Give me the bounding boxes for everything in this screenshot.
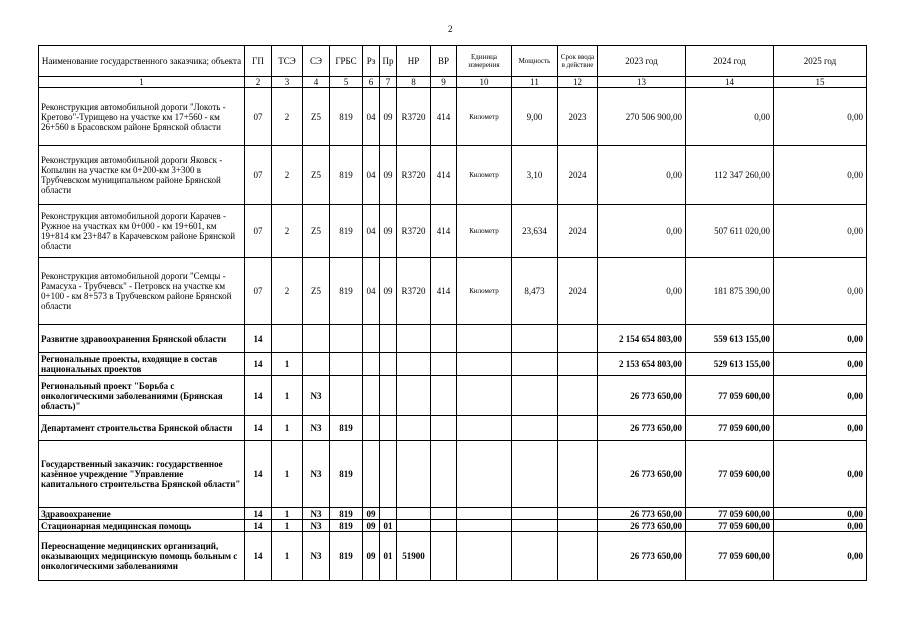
index-cell: 1: [39, 77, 245, 88]
cell-power: [512, 441, 558, 508]
cell-name: Переоснащение медицинских организаций, оказывающих медицинскую помощь больным с онкологическими заболеваниями: [39, 532, 245, 581]
cell-grbs: 819: [330, 146, 363, 205]
cell-pr: [380, 508, 397, 520]
page-number: 2: [448, 24, 453, 34]
cell-unit: Километр: [457, 88, 512, 146]
cell-tse: 2: [272, 88, 303, 146]
cell-nr: [397, 508, 431, 520]
cell-rz: [363, 441, 380, 508]
cell-vr: [431, 441, 457, 508]
cell-pr: 09: [380, 205, 397, 258]
cell-se: N3: [303, 416, 330, 441]
header-cell: СЭ: [303, 46, 330, 77]
cell-y2023: 2 153 654 803,00: [598, 353, 686, 376]
header-cell: 2023 год: [598, 46, 686, 77]
cell-grbs: [330, 353, 363, 376]
header-cell: ВР: [431, 46, 457, 77]
cell-unit: [457, 416, 512, 441]
header-cell: Срок ввода в действие: [558, 46, 598, 77]
budget-table: [38, 45, 867, 581]
cell-power: 9,00: [512, 88, 558, 146]
index-cell: 7: [380, 77, 397, 88]
cell-y2025: 0,00: [774, 376, 867, 416]
cell-vr: [431, 353, 457, 376]
cell-y2024: 77 059 600,00: [686, 508, 774, 520]
cell-gp: 14: [245, 376, 272, 416]
cell-name: Реконструкция автомобильной дороги Яковск - Копылин на участке км 0+200-км 3+300 в Трубчевском муниципальном районе Брянской области: [39, 146, 245, 205]
cell-se: Z5: [303, 205, 330, 258]
table-row: [39, 441, 867, 508]
cell-power: [512, 376, 558, 416]
cell-term: [558, 325, 598, 353]
cell-y2025: 0,00: [774, 416, 867, 441]
table-row: [39, 353, 867, 376]
cell-nr: [397, 416, 431, 441]
cell-name: Государственный заказчик: государственное казённое учреждение "Управление капитального строительства Брянской области": [39, 441, 245, 508]
cell-name: Региональные проекты, входящие в состав национальных проектов: [39, 353, 245, 376]
cell-y2023: 26 773 650,00: [598, 441, 686, 508]
cell-vr: 414: [431, 88, 457, 146]
cell-y2023: 26 773 650,00: [598, 532, 686, 581]
cell-y2024: 529 613 155,00: [686, 353, 774, 376]
cell-y2023: 270 506 900,00: [598, 88, 686, 146]
cell-term: 2024: [558, 205, 598, 258]
index-cell: 5: [330, 77, 363, 88]
cell-unit: Километр: [457, 205, 512, 258]
cell-y2025: 0,00: [774, 353, 867, 376]
index-cell: 3: [272, 77, 303, 88]
cell-vr: 414: [431, 205, 457, 258]
cell-y2023: 26 773 650,00: [598, 416, 686, 441]
cell-y2025: 0,00: [774, 441, 867, 508]
table-row: [39, 532, 867, 581]
cell-pr: 01: [380, 532, 397, 581]
cell-y2024: 507 611 020,00: [686, 205, 774, 258]
cell-grbs: 819: [330, 416, 363, 441]
cell-unit: [457, 353, 512, 376]
cell-nr: [397, 325, 431, 353]
cell-tse: 2: [272, 205, 303, 258]
header-cell: ГП: [245, 46, 272, 77]
cell-tse: [272, 325, 303, 353]
index-cell: 13: [598, 77, 686, 88]
index-cell: 6: [363, 77, 380, 88]
cell-y2023: 0,00: [598, 146, 686, 205]
cell-term: [558, 416, 598, 441]
cell-pr: [380, 353, 397, 376]
cell-vr: [431, 376, 457, 416]
cell-name: Развитие здравоохранения Брянской области: [39, 325, 245, 353]
cell-unit: Километр: [457, 258, 512, 325]
cell-term: [558, 353, 598, 376]
header-cell: НР: [397, 46, 431, 77]
cell-name: Реконструкция автомобильной дороги "Семцы - Рамасуха - Трубчевск" - Петровск на участке км 0+100 - км 8+573 в Трубчевском районе Брянской области: [39, 258, 245, 325]
cell-pr: [380, 376, 397, 416]
cell-nr: [397, 353, 431, 376]
index-cell: 14: [686, 77, 774, 88]
index-cell: 15: [774, 77, 867, 88]
cell-unit: [457, 325, 512, 353]
cell-unit: Километр: [457, 146, 512, 205]
cell-gp: 14: [245, 416, 272, 441]
cell-rz: 04: [363, 258, 380, 325]
cell-power: [512, 416, 558, 441]
cell-nr: [397, 376, 431, 416]
cell-term: 2024: [558, 258, 598, 325]
cell-name: Стационарная медицинская помощь: [39, 520, 245, 532]
cell-y2023: 26 773 650,00: [598, 508, 686, 520]
cell-nr: R3720: [397, 146, 431, 205]
cell-y2025: 0,00: [774, 146, 867, 205]
cell-y2024: 77 059 600,00: [686, 520, 774, 532]
cell-tse: 2: [272, 258, 303, 325]
cell-gp: 07: [245, 88, 272, 146]
header-cell: Единица измерения: [457, 46, 512, 77]
cell-y2025: 0,00: [774, 508, 867, 520]
cell-term: [558, 441, 598, 508]
cell-name: Здравоохранение: [39, 508, 245, 520]
cell-name: Департамент строительства Брянской области: [39, 416, 245, 441]
cell-vr: [431, 416, 457, 441]
cell-nr: R3720: [397, 88, 431, 146]
cell-y2024: 559 613 155,00: [686, 325, 774, 353]
cell-grbs: 819: [330, 508, 363, 520]
index-cell: 10: [457, 77, 512, 88]
cell-unit: [457, 532, 512, 581]
cell-gp: 14: [245, 532, 272, 581]
index-cell: 4: [303, 77, 330, 88]
cell-se: N3: [303, 441, 330, 508]
cell-power: [512, 353, 558, 376]
header-cell: ТСЭ: [272, 46, 303, 77]
cell-power: [512, 520, 558, 532]
cell-tse: 1: [272, 520, 303, 532]
cell-name: Реконструкция автомобильной дороги Карачев - Ружное на участках км 0+000 - км 19+601, км 19+814 км 23+847 в Карачевском районе Брянской области: [39, 205, 245, 258]
cell-y2025: 0,00: [774, 520, 867, 532]
cell-y2025: 0,00: [774, 88, 867, 146]
cell-grbs: 819: [330, 520, 363, 532]
cell-power: [512, 508, 558, 520]
cell-y2024: 77 059 600,00: [686, 416, 774, 441]
cell-rz: [363, 325, 380, 353]
cell-vr: [431, 325, 457, 353]
cell-se: [303, 353, 330, 376]
header-row: [39, 46, 867, 77]
cell-rz: 09: [363, 520, 380, 532]
cell-tse: 1: [272, 532, 303, 581]
cell-pr: 09: [380, 146, 397, 205]
cell-unit: [457, 441, 512, 508]
cell-grbs: 819: [330, 532, 363, 581]
header-cell: Мощность: [512, 46, 558, 77]
cell-gp: 14: [245, 508, 272, 520]
cell-y2023: 26 773 650,00: [598, 376, 686, 416]
cell-grbs: [330, 325, 363, 353]
cell-term: 2024: [558, 146, 598, 205]
table-row: [39, 325, 867, 353]
index-cell: 8: [397, 77, 431, 88]
cell-y2024: 0,00: [686, 88, 774, 146]
cell-rz: 04: [363, 88, 380, 146]
cell-pr: [380, 441, 397, 508]
cell-se: Z5: [303, 258, 330, 325]
header-cell: 2025 год: [774, 46, 867, 77]
cell-term: [558, 520, 598, 532]
cell-vr: [431, 508, 457, 520]
cell-y2025: 0,00: [774, 258, 867, 325]
table-row: [39, 520, 867, 532]
cell-nr: R3720: [397, 258, 431, 325]
cell-vr: [431, 520, 457, 532]
cell-tse: 2: [272, 146, 303, 205]
cell-power: [512, 532, 558, 581]
cell-power: [512, 325, 558, 353]
cell-grbs: 819: [330, 205, 363, 258]
cell-grbs: 819: [330, 258, 363, 325]
header-cell: Наименование государственного заказчика; объекта: [39, 46, 245, 77]
table-row: [39, 508, 867, 520]
cell-vr: 414: [431, 146, 457, 205]
cell-y2025: 0,00: [774, 532, 867, 581]
index-cell: 12: [558, 77, 598, 88]
table-row: [39, 205, 867, 258]
cell-y2023: 26 773 650,00: [598, 520, 686, 532]
cell-gp: 14: [245, 325, 272, 353]
cell-y2024: 77 059 600,00: [686, 532, 774, 581]
index-cell: 9: [431, 77, 457, 88]
cell-se: N3: [303, 508, 330, 520]
cell-pr: [380, 416, 397, 441]
cell-tse: 1: [272, 376, 303, 416]
cell-nr: R3720: [397, 205, 431, 258]
cell-pr: 01: [380, 520, 397, 532]
cell-power: 8,473: [512, 258, 558, 325]
cell-name: Региональный проект "Борьба с онкологическими заболеваниями (Брянская область)": [39, 376, 245, 416]
index-cell: 11: [512, 77, 558, 88]
cell-se: Z5: [303, 146, 330, 205]
cell-nr: 51900: [397, 532, 431, 581]
cell-y2024: 77 059 600,00: [686, 376, 774, 416]
cell-name: Реконструкция автомобильной дороги "Локоть - Кретово"-Турищево на участке км 17+560 - км 26+560 в Брасовском районе Брянской области: [39, 88, 245, 146]
cell-power: 23,634: [512, 205, 558, 258]
cell-y2023: 0,00: [598, 205, 686, 258]
cell-vr: [431, 532, 457, 581]
cell-unit: [457, 376, 512, 416]
cell-unit: [457, 520, 512, 532]
cell-nr: [397, 520, 431, 532]
cell-rz: [363, 353, 380, 376]
cell-grbs: 819: [330, 88, 363, 146]
cell-tse: 1: [272, 416, 303, 441]
cell-y2023: 2 154 654 803,00: [598, 325, 686, 353]
table-row: [39, 376, 867, 416]
cell-gp: 07: [245, 205, 272, 258]
cell-unit: [457, 508, 512, 520]
cell-power: 3,10: [512, 146, 558, 205]
index-cell: 2: [245, 77, 272, 88]
cell-tse: 1: [272, 508, 303, 520]
cell-pr: 09: [380, 88, 397, 146]
cell-se: N3: [303, 520, 330, 532]
cell-term: [558, 376, 598, 416]
cell-pr: 09: [380, 258, 397, 325]
table-row: [39, 416, 867, 441]
header-cell: Пр: [380, 46, 397, 77]
table-row: [39, 258, 867, 325]
cell-se: N3: [303, 376, 330, 416]
cell-gp: 14: [245, 353, 272, 376]
cell-term: [558, 532, 598, 581]
table-row: [39, 146, 867, 205]
cell-rz: 04: [363, 146, 380, 205]
cell-y2025: 0,00: [774, 205, 867, 258]
cell-se: Z5: [303, 88, 330, 146]
cell-rz: 09: [363, 508, 380, 520]
cell-se: N3: [303, 532, 330, 581]
cell-gp: 07: [245, 258, 272, 325]
cell-grbs: [330, 376, 363, 416]
cell-rz: [363, 416, 380, 441]
header-cell: Рз: [363, 46, 380, 77]
cell-vr: 414: [431, 258, 457, 325]
cell-gp: 14: [245, 520, 272, 532]
cell-nr: [397, 441, 431, 508]
cell-term: 2023: [558, 88, 598, 146]
cell-tse: 1: [272, 353, 303, 376]
cell-pr: [380, 325, 397, 353]
cell-rz: [363, 376, 380, 416]
cell-y2024: 77 059 600,00: [686, 441, 774, 508]
cell-y2025: 0,00: [774, 325, 867, 353]
cell-se: [303, 325, 330, 353]
cell-rz: 04: [363, 205, 380, 258]
column-index-row: [39, 77, 867, 88]
cell-gp: 07: [245, 146, 272, 205]
cell-y2024: 112 347 260,00: [686, 146, 774, 205]
cell-gp: 14: [245, 441, 272, 508]
cell-tse: 1: [272, 441, 303, 508]
cell-term: [558, 508, 598, 520]
table-row: [39, 88, 867, 146]
cell-rz: 09: [363, 532, 380, 581]
header-cell: 2024 год: [686, 46, 774, 77]
cell-grbs: 819: [330, 441, 363, 508]
header-cell: ГРБС: [330, 46, 363, 77]
cell-y2024: 181 875 390,00: [686, 258, 774, 325]
cell-y2023: 0,00: [598, 258, 686, 325]
